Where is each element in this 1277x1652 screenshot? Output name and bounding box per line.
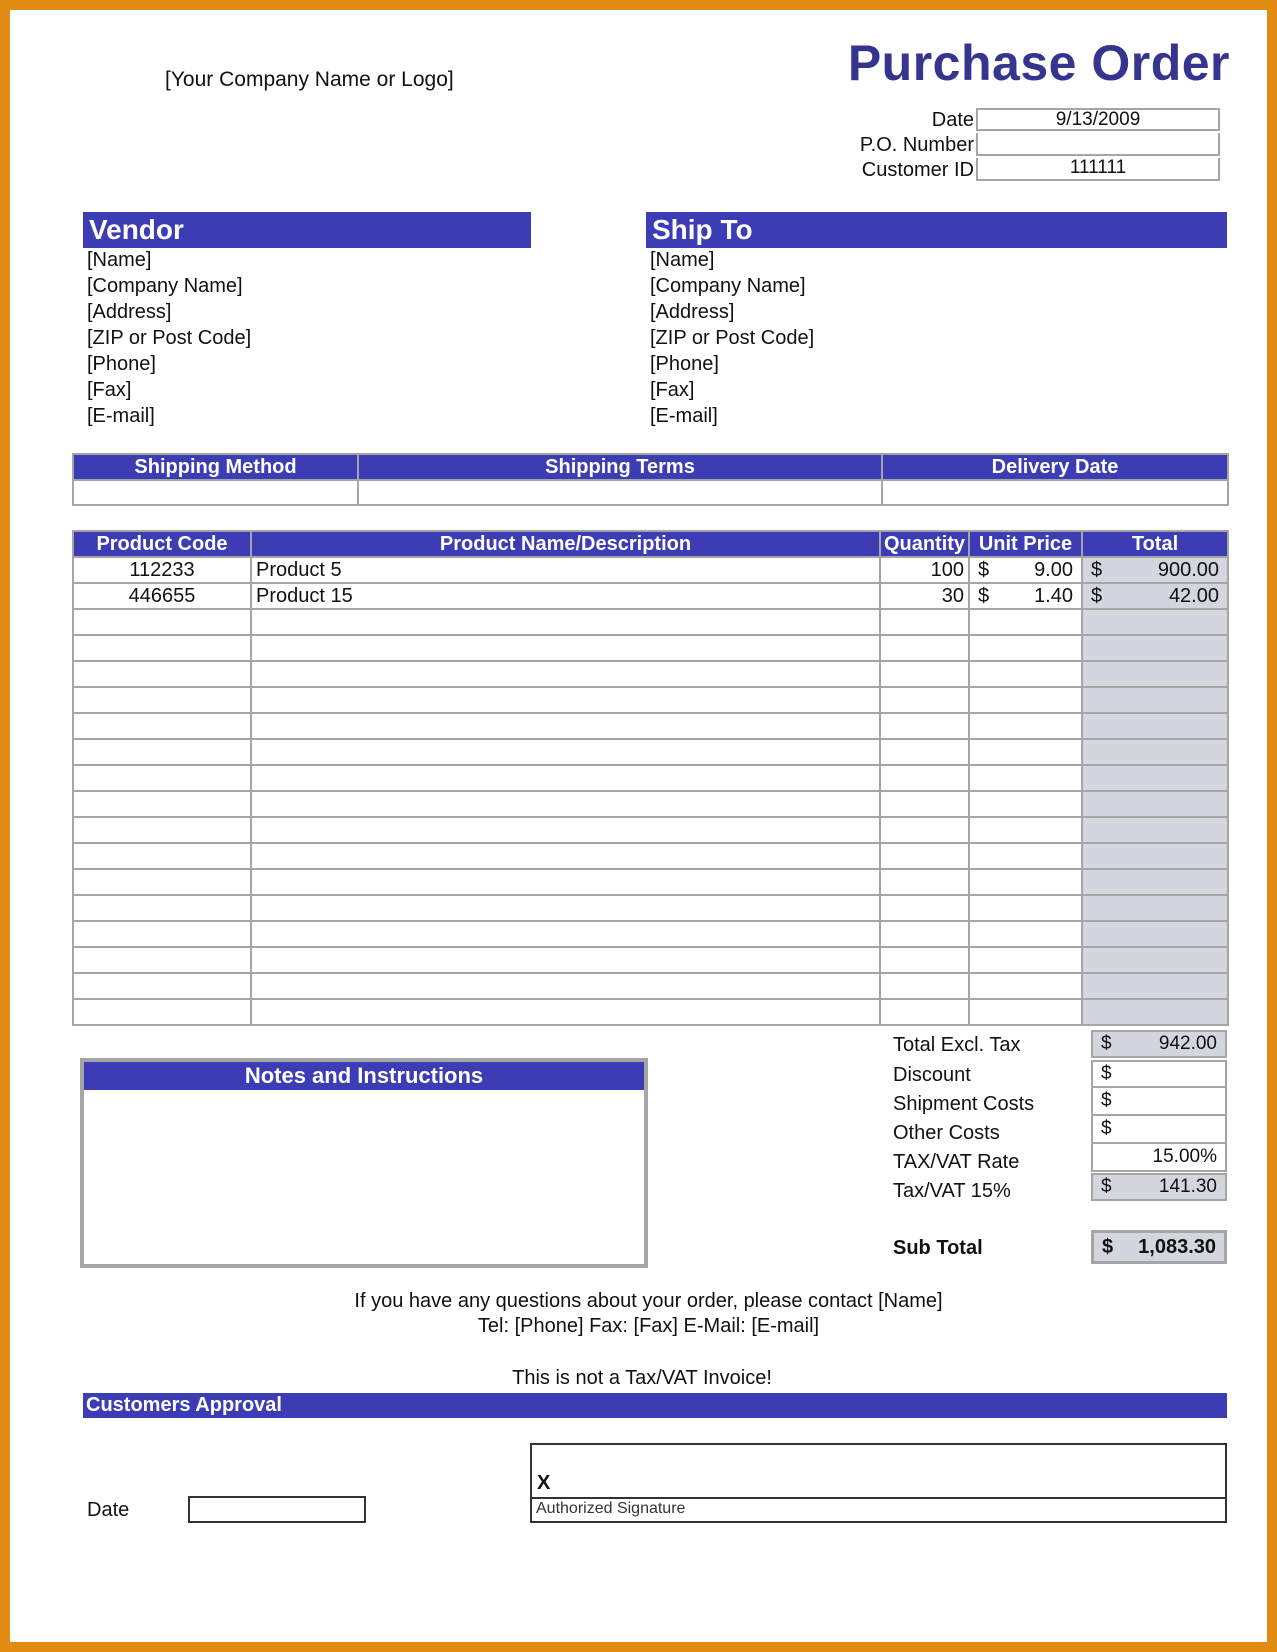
product-code-cell[interactable] [73, 817, 251, 843]
quantity-cell[interactable] [880, 817, 969, 843]
customer-id-label: Customer ID [861, 159, 974, 181]
table-row [73, 557, 1228, 583]
table-row [73, 999, 1228, 1025]
total-cell [1082, 947, 1228, 973]
table-row [73, 765, 1228, 791]
tax-rate-field[interactable] [1091, 1144, 1227, 1172]
tax-amount-field [1091, 1173, 1227, 1201]
subtotal-value: 1,083.30 [1138, 1235, 1216, 1258]
total-cell [1082, 687, 1228, 713]
product-name-cell[interactable] [251, 843, 880, 869]
product-code-cell[interactable] [73, 947, 251, 973]
product-name-cell[interactable] [251, 999, 880, 1025]
product-name-cell[interactable] [251, 947, 880, 973]
product-code-cell[interactable]: 112233 [73, 557, 251, 583]
line-items-table [72, 530, 1229, 1026]
product-code-cell[interactable] [73, 713, 251, 739]
quantity-cell[interactable]: 100 [880, 557, 969, 583]
currency-symbol: $ [1101, 1033, 1112, 1054]
shipping-method-field[interactable] [73, 480, 358, 505]
table-row [73, 635, 1228, 661]
product-name-cell[interactable]: Product 5 [251, 557, 880, 583]
table-row [73, 947, 1228, 973]
currency-symbol: $ [978, 584, 990, 607]
vendor-street[interactable]: [Address] [87, 301, 172, 323]
delivery-date-header: Delivery Date [882, 454, 1228, 480]
table-row [73, 843, 1228, 869]
signature-caption: Authorized Signature [536, 1500, 686, 1517]
ship-to-email[interactable]: [E-mail] [650, 405, 718, 427]
unit-price-cell[interactable] [969, 895, 1082, 921]
line-items-body [73, 557, 1228, 1025]
discount-label: Discount [893, 1064, 971, 1086]
quantity-header: Quantity [880, 531, 969, 557]
vendor-address [87, 248, 251, 430]
unit-price-cell[interactable] [969, 973, 1082, 999]
product-name-cell[interactable] [251, 791, 880, 817]
unit-price-cell[interactable] [969, 817, 1082, 843]
product-code-header: Product Code [73, 531, 251, 557]
quantity-cell[interactable] [880, 999, 969, 1025]
subtotal-field [1091, 1230, 1227, 1264]
product-name-cell[interactable] [251, 661, 880, 687]
product-name-header: Product Name/Description [251, 531, 880, 557]
total-excl-tax-label: Total Excl. Tax [893, 1034, 1021, 1056]
notes-header: Notes and Instructions [84, 1062, 644, 1090]
subtotal-label: Sub Total [893, 1237, 983, 1259]
quantity-cell[interactable] [880, 973, 969, 999]
approval-date-label: Date [87, 1499, 130, 1521]
quantity-cell[interactable] [880, 635, 969, 661]
date-field[interactable]: 9/13/2009 [976, 108, 1220, 131]
product-name-cell[interactable] [251, 609, 880, 635]
table-row [73, 791, 1228, 817]
ship-to-zip[interactable]: [ZIP or Post Code] [650, 327, 815, 349]
product-name-cell[interactable] [251, 895, 880, 921]
total-cell [1082, 609, 1228, 635]
table-row [73, 609, 1228, 635]
shipping-table [72, 453, 1229, 506]
total-cell [1082, 557, 1228, 583]
ship-to-fax[interactable]: [Fax] [650, 379, 695, 401]
vendor-email[interactable]: [E-mail] [87, 405, 155, 427]
unit-price-cell[interactable] [969, 635, 1082, 661]
vendor-name[interactable]: [Name] [87, 249, 152, 271]
po-number-label: P.O. Number [859, 134, 974, 156]
quantity-cell[interactable]: 30 [880, 583, 969, 609]
shipment-costs-field[interactable] [1091, 1088, 1227, 1116]
document-title: Purchase Order [847, 35, 1230, 91]
total-cell [1082, 765, 1228, 791]
customer-id-field[interactable]: 111111 [976, 158, 1220, 181]
quantity-cell[interactable] [880, 687, 969, 713]
product-code-cell[interactable] [73, 791, 251, 817]
table-row [73, 583, 1228, 609]
discount-field[interactable] [1091, 1060, 1227, 1088]
unit-price-header: Unit Price [969, 531, 1082, 557]
unit-price-value: 1.40 [1034, 584, 1073, 607]
unit-price-cell[interactable] [969, 869, 1082, 895]
unit-price-cell[interactable] [969, 739, 1082, 765]
currency-symbol: $ [1101, 1118, 1112, 1139]
table-row [73, 739, 1228, 765]
quantity-cell[interactable] [880, 791, 969, 817]
product-code-cell[interactable] [73, 999, 251, 1025]
total-cell [1082, 869, 1228, 895]
ship-to-name[interactable]: [Name] [650, 249, 715, 271]
product-code-cell[interactable] [73, 869, 251, 895]
quantity-cell[interactable] [880, 609, 969, 635]
signature-line [532, 1497, 1225, 1499]
product-name-cell[interactable] [251, 921, 880, 947]
table-row [73, 973, 1228, 999]
unit-price-cell[interactable] [969, 765, 1082, 791]
shipping-terms-field[interactable] [358, 480, 882, 505]
product-name-cell[interactable]: Product 15 [251, 583, 880, 609]
unit-price-cell[interactable] [969, 557, 1082, 583]
ship-to-header: Ship To [646, 212, 1227, 248]
product-code-cell[interactable] [73, 843, 251, 869]
product-name-cell[interactable] [251, 817, 880, 843]
total-excl-tax-field [1091, 1030, 1227, 1058]
date-label: Date [931, 109, 974, 131]
tax-amount-label: Tax/VAT 15% [893, 1180, 1011, 1202]
product-code-cell[interactable] [73, 895, 251, 921]
total-cell [1082, 583, 1228, 609]
signature-box[interactable] [530, 1443, 1227, 1523]
unit-price-cell[interactable] [969, 583, 1082, 609]
ship-to-phone[interactable]: [Phone] [650, 353, 719, 375]
unit-price-cell[interactable] [969, 947, 1082, 973]
product-code-cell[interactable] [73, 661, 251, 687]
signature-mark: X [537, 1472, 551, 1494]
quantity-cell[interactable] [880, 661, 969, 687]
table-row [73, 817, 1228, 843]
unit-price-cell[interactable] [969, 661, 1082, 687]
table-row [73, 869, 1228, 895]
unit-price-cell[interactable] [969, 999, 1082, 1025]
ship-to-street[interactable]: [Address] [650, 301, 735, 323]
contact-line-2: Tel: [Phone] Fax: [Fax] E-Mail: [E-mail] [477, 1315, 820, 1337]
product-name-cell[interactable] [251, 765, 880, 791]
total-cell [1082, 817, 1228, 843]
table-row [73, 895, 1228, 921]
table-row [73, 687, 1228, 713]
currency-symbol: $ [1101, 1063, 1112, 1084]
product-code-cell[interactable] [73, 687, 251, 713]
currency-symbol: $ [1091, 584, 1103, 607]
po-number-field[interactable] [976, 133, 1220, 156]
total-cell [1082, 973, 1228, 999]
total-cell [1082, 713, 1228, 739]
quantity-cell[interactable] [880, 895, 969, 921]
product-code-cell[interactable] [73, 765, 251, 791]
shipping-method-header: Shipping Method [73, 454, 358, 480]
total-cell [1082, 999, 1228, 1025]
total-cell [1082, 791, 1228, 817]
ship-to-address [650, 248, 814, 430]
product-code-cell[interactable] [73, 635, 251, 661]
product-code-cell[interactable] [73, 973, 251, 999]
unit-price-cell[interactable] [969, 791, 1082, 817]
currency-symbol: $ [978, 558, 990, 581]
approval-date-field[interactable] [188, 1496, 366, 1523]
vendor-phone[interactable]: [Phone] [87, 353, 156, 375]
unit-price-cell[interactable] [969, 687, 1082, 713]
table-row [73, 713, 1228, 739]
table-row [73, 661, 1228, 687]
total-cell [1082, 661, 1228, 687]
currency-symbol: $ [1101, 1176, 1112, 1197]
total-cell [1082, 843, 1228, 869]
unit-price-cell[interactable] [969, 843, 1082, 869]
quantity-cell[interactable] [880, 739, 969, 765]
total-value: 42.00 [1168, 584, 1219, 607]
other-costs-field[interactable] [1091, 1116, 1227, 1144]
quantity-cell[interactable] [880, 713, 969, 739]
shipment-costs-label: Shipment Costs [893, 1093, 1035, 1115]
product-code-cell[interactable]: 446655 [73, 583, 251, 609]
quantity-cell[interactable] [880, 765, 969, 791]
total-cell [1082, 921, 1228, 947]
total-value: 900.00 [1157, 558, 1219, 581]
vendor-header: Vendor [83, 212, 531, 248]
product-name-cell[interactable] [251, 869, 880, 895]
total-cell [1082, 895, 1228, 921]
quantity-cell[interactable] [880, 869, 969, 895]
tax-rate-value: 15.00% [1152, 1146, 1217, 1167]
delivery-date-field[interactable] [882, 480, 1228, 505]
product-code-cell[interactable] [73, 609, 251, 635]
total-cell [1082, 739, 1228, 765]
product-code-cell[interactable] [73, 921, 251, 947]
product-name-cell[interactable] [251, 973, 880, 999]
total-cell [1082, 635, 1228, 661]
notes-panel [80, 1058, 648, 1268]
shipping-terms-header: Shipping Terms [358, 454, 882, 480]
vendor-zip[interactable]: [ZIP or Post Code] [87, 327, 252, 349]
unit-price-cell[interactable] [969, 713, 1082, 739]
tax-rate-label: TAX/VAT Rate [893, 1151, 1020, 1173]
product-name-cell[interactable] [251, 739, 880, 765]
vendor-fax[interactable]: [Fax] [87, 379, 132, 401]
vendor-company[interactable]: [Company Name] [87, 275, 243, 297]
currency-symbol: $ [1102, 1235, 1114, 1258]
total-header: Total [1082, 531, 1228, 557]
quantity-cell[interactable] [880, 947, 969, 973]
unit-price-value: 9.00 [1034, 558, 1073, 581]
ship-to-company[interactable]: [Company Name] [650, 275, 806, 297]
contact-line-1: If you have any questions about your order, please contact [Name] [354, 1290, 943, 1312]
product-code-cell[interactable] [73, 739, 251, 765]
table-row [73, 921, 1228, 947]
notes-textarea[interactable] [84, 1090, 644, 1260]
tax-disclaimer: This is not a Tax/VAT Invoice! [512, 1367, 772, 1389]
currency-symbol: $ [1101, 1090, 1112, 1111]
product-name-cell[interactable] [251, 713, 880, 739]
unit-price-cell[interactable] [969, 609, 1082, 635]
tax-amount-value: 141.30 [1158, 1176, 1217, 1197]
currency-symbol: $ [1091, 558, 1103, 581]
customers-approval-header: Customers Approval [83, 1393, 1227, 1418]
company-logo-placeholder: [Your Company Name or Logo] [165, 68, 454, 91]
product-name-cell[interactable] [251, 635, 880, 661]
unit-price-cell[interactable] [969, 921, 1082, 947]
quantity-cell[interactable] [880, 921, 969, 947]
other-costs-label: Other Costs [893, 1122, 1000, 1144]
total-excl-tax-value: 942.00 [1158, 1033, 1217, 1054]
product-name-cell[interactable] [251, 687, 880, 713]
quantity-cell[interactable] [880, 843, 969, 869]
